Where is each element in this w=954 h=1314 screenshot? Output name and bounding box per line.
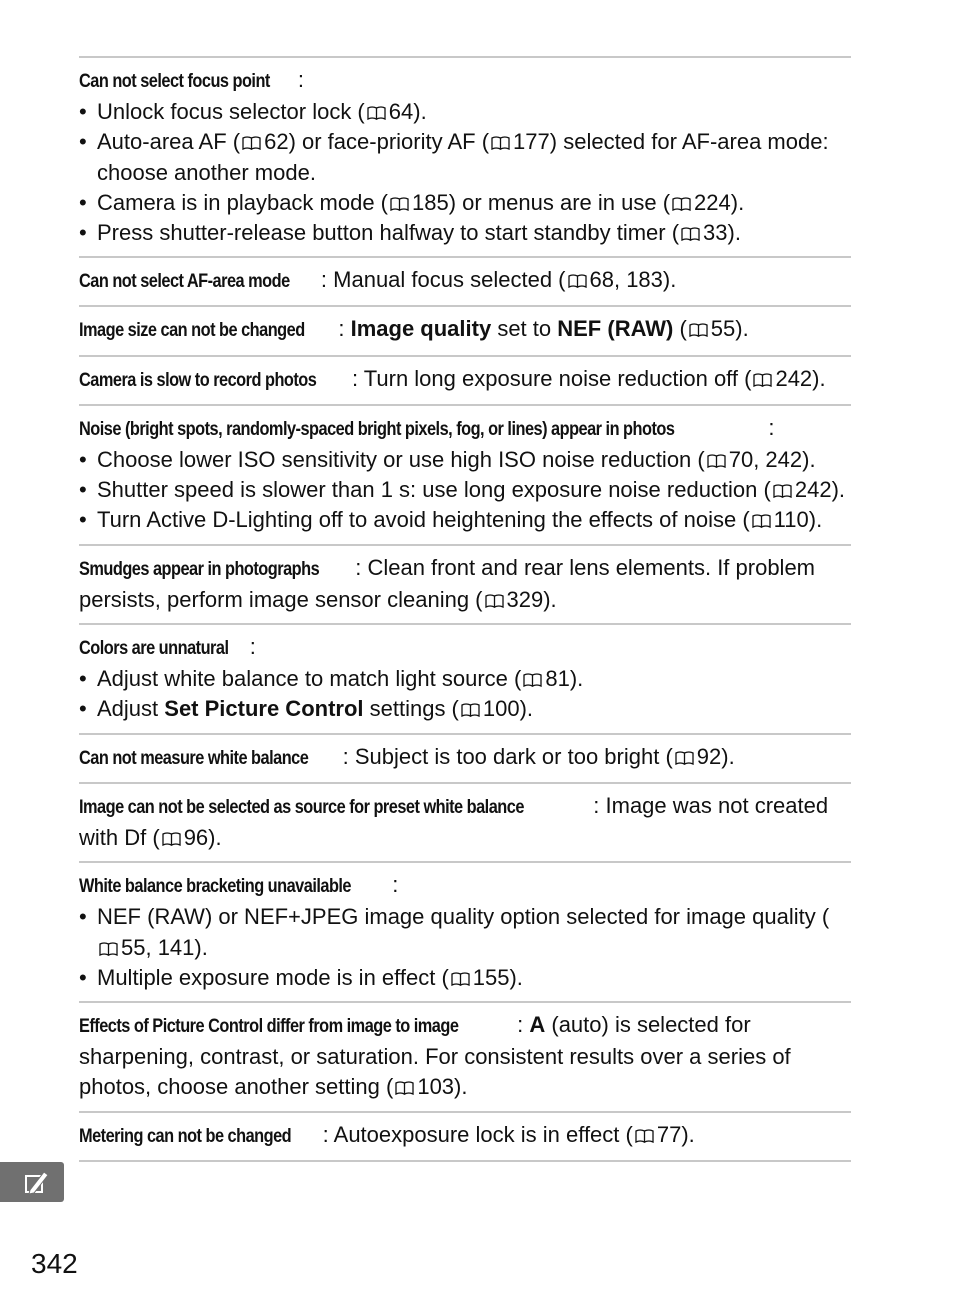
page-reference-icon <box>390 197 409 211</box>
page-reference-icon <box>753 373 772 387</box>
entry-heading: Image size can not be changed <box>79 320 305 342</box>
list-item: • Auto-area AF ( 62) or face-priority AF ( 177) selected for AF-area mode: choose another mode. <box>79 129 829 185</box>
page-reference-icon <box>672 197 691 211</box>
pencil-checkbox-icon <box>24 1168 52 1196</box>
page-reference-icon <box>773 484 792 498</box>
entry-metering: Metering can not be changed : Autoexposure lock is in effect ( 77). <box>79 1111 851 1162</box>
list-item: • Adjust white balance to match light source ( 81). <box>79 666 584 692</box>
page-reference-icon <box>242 136 261 150</box>
page-reference-icon <box>451 972 470 986</box>
page-reference-icon <box>491 136 510 150</box>
entry-preset-wb: Image can not be selected as source for preset white balance : Image was not created with Df ( 96). <box>79 782 851 861</box>
entry-measure-wb: Can not measure white balance : Subject is too dark or too bright ( 92). <box>79 733 851 782</box>
entry-slow-record: Camera is slow to record photos : Turn long exposure noise reduction off ( 242). <box>79 355 851 404</box>
entry-wb-bracketing: White balance bracketing unavailable : • NEF (RAW) or NEF+JPEG image quality option selected for image quality ( 55, 141). • Multiple exposure mode is in effect ( 155). <box>79 861 851 1001</box>
entry-heading: Can not select AF-area mode <box>79 271 290 293</box>
list-item: • NEF (RAW) or NEF+JPEG image quality option selected for image quality ( 55, 141). <box>79 904 830 960</box>
entry-smudges: Smudges appear in photographs : Clean front and rear lens elements. If problem persists, perform image sensor cleaning ( 329). <box>79 544 851 623</box>
entry-heading: White balance bracketing unavailable <box>79 876 352 898</box>
entry-heading: Noise (bright spots, randomly-spaced bright pixels, fog, or lines) appear in photos <box>79 418 675 440</box>
list-item: • Choose lower ISO sensitivity or use high ISO noise reduction ( 70, 242). <box>79 447 816 473</box>
page-reference-icon <box>681 227 700 241</box>
list-item: • Press shutter-release button halfway to start standby timer ( 33). <box>79 220 741 246</box>
list-item: • Multiple exposure mode is in effect ( 155). <box>79 964 523 990</box>
list-item: • Shutter speed is slower than 1 s: use long exposure noise reduction ( 242). <box>79 477 846 503</box>
entry-heading: Image can not be selected as source for preset white balance <box>79 796 524 818</box>
entry-heading: Can not measure white balance <box>79 747 309 769</box>
entry-heading: Can not select focus point <box>79 71 270 92</box>
menu-option-name: NEF (RAW) <box>557 316 674 342</box>
page-reference-icon <box>635 1129 654 1143</box>
menu-item-name: Set Picture Control <box>164 696 364 722</box>
page-number: 342 <box>31 1248 78 1279</box>
page-reference-icon <box>568 274 587 288</box>
entry-colors: Colors are unnatural : • Adjust white balance to match light source ( 81). • Adjust Set Picture Control settings ( 100). <box>79 623 851 733</box>
page-reference-icon <box>485 594 504 608</box>
page-reference-icon <box>461 703 480 717</box>
page-reference-icon <box>689 323 708 337</box>
entry-heading: Metering can not be changed <box>79 1125 292 1147</box>
page-reference-icon <box>99 942 118 956</box>
menu-item-name: Image quality <box>350 316 492 342</box>
page-reference-icon <box>675 751 694 765</box>
entry-heading: Colors are unnatural <box>79 638 229 660</box>
page-reference-icon <box>367 106 386 120</box>
entry-heading: Smudges appear in photographs <box>79 558 320 580</box>
page-reference-icon <box>523 673 542 687</box>
troubleshooting-list <box>79 56 851 1162</box>
list-item: • Adjust Set Picture Control settings ( 100). <box>79 696 534 722</box>
entry-noise: Noise (bright spots, randomly-spaced bright pixels, fog, or lines) appear in photos : • Choose lower ISO sensitivity or use high ISO noise reduction ( 70, 242). • Shutter speed is slower than 1 s: use long exposure noise reduction ( 242). • Turn Active D-Lighting off to avoid heightening the effects of noise ( 110). <box>79 404 851 544</box>
entry-image-size: Image size can not be changed : Image quality set to NEF (RAW) ( 55). <box>79 305 851 354</box>
entry-heading: Effects of Picture Control differ from image to image <box>79 1016 459 1038</box>
page-reference-icon <box>395 1081 414 1095</box>
setting-value: A <box>529 1012 546 1038</box>
list-item: • Unlock focus selector lock ( 64). <box>79 99 427 125</box>
entry-heading: Camera is slow to record photos <box>79 369 317 391</box>
entry-picture-control: Effects of Picture Control differ from image to image : A (auto) is selected for sharpening, contrast, or saturation. For consistent results over a series of photos, choose another setting ( 103). <box>79 1001 851 1111</box>
section-tab <box>0 1162 64 1202</box>
page-reference-icon <box>707 454 726 468</box>
list-item: • Camera is in playback mode ( 185) or menus are in use ( 224). <box>79 189 745 215</box>
page-reference-icon <box>162 832 181 846</box>
entry-af-area-mode: Can not select AF-area mode : Manual focus selected ( 68, 183). <box>79 256 851 305</box>
page-reference-icon <box>752 514 771 528</box>
entry-focus-point: Can not select focus point : • Unlock focus selector lock ( 64). • Auto-area AF ( 62) or face-priority AF ( 177) selected for AF-area mode: choose another mode. • Camera is in playback mode ( 185) or menus are in use ( 224). • Press shutter-release button halfway to start standby timer ( 33). <box>79 56 851 256</box>
list-item: • Turn Active D-Lighting off to avoid heightening the effects of noise ( 110). <box>79 507 823 533</box>
